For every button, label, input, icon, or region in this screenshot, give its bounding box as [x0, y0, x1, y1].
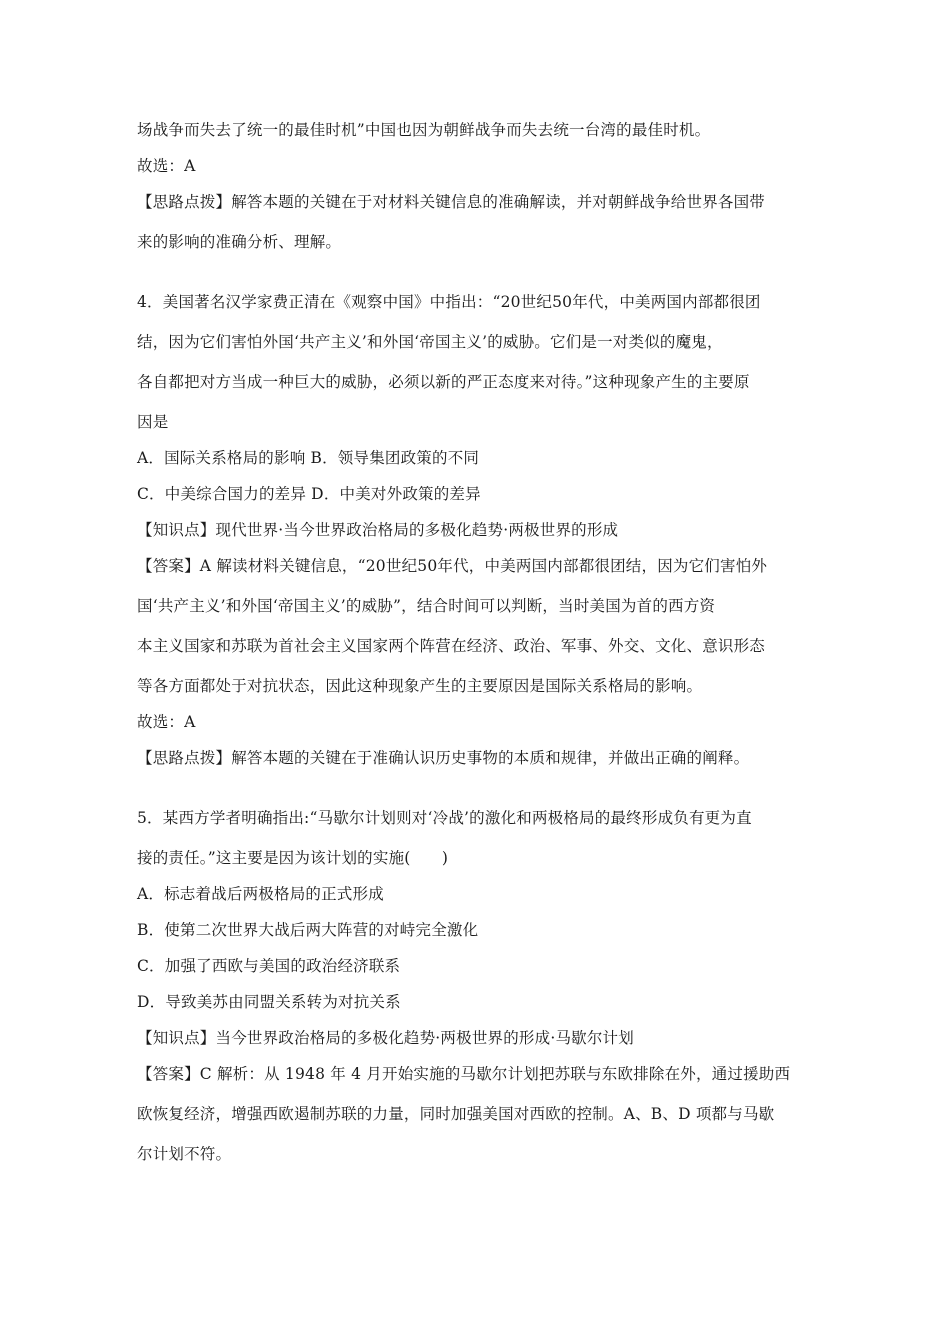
q4-stem-line: 各自都把对方当成一种巨大的威胁，必须以新的严正态度来对待。”这种现象产生的主要原 — [137, 373, 750, 391]
q4-stem-line: 因是 — [137, 413, 169, 431]
q4-answer-line: 本主义国家和苏联为首社会主义国家两个阵营在经济、政治、军事、外交、文化、意识形态 — [137, 637, 766, 655]
document-page — [137, 118, 817, 1166]
q3-tip-line: 来的影响的准确分析、理解。 — [137, 233, 342, 251]
q5-answer-line: 【答案】C 解析：从 1948 年 4 月开始实施的马歇尔计划把苏联与东欧排除在外，通过援助西 — [137, 1065, 791, 1083]
q5-option-c: C．加强了西欧与美国的政治经济联系 — [137, 957, 401, 975]
q5-option-a: A．标志着战后两极格局的正式形成 — [137, 885, 384, 903]
q5-answer-line: 欧恢复经济，增强西欧遏制苏联的力量，同时加强美国对西欧的控制。A、B、D 项都与马歇 — [137, 1105, 775, 1123]
q5-answer-line: 尔计划不符。 — [137, 1145, 232, 1163]
q4-stem-line: 4．美国著名汉学家费正清在《观察中国》中指出：“20世纪50年代，中美两国内部都很团 — [137, 293, 761, 311]
q4-options-ab: A．国际关系格局的影响 B．领导集团政策的不同 — [137, 449, 480, 467]
q4-answer-line: 等各方面都处于对抗状态，因此这种现象产生的主要原因是国际关系格局的影响。 — [137, 677, 703, 695]
q5-stem-line: 接的责任。”这主要是因为该计划的实施( ) — [137, 849, 449, 867]
q4-stem-line: 结，因为它们害怕外国‘共产主义’和外国‘帝国主义’的威胁。它们是一对类似的魔鬼， — [137, 333, 723, 351]
q5-option-b: B．使第二次世界大战后两大阵营的对峙完全激化 — [137, 921, 479, 939]
q4-answer-line: 【答案】A 解读材料关键信息，“20世纪50年代，中美两国内部都很团结，因为它们害怕外 — [137, 557, 768, 575]
q4-choice: 故选：A — [137, 713, 196, 731]
q3-text-line: 场战争而失去了统一的最佳时机”中国也因为朝鲜战争而失去统一台湾的最佳时机。 — [137, 121, 711, 139]
q3-tip-line: 【思路点拨】解答本题的关键在于对材料关键信息的准确解读，并对朝鲜战争给世界各国带 — [137, 193, 766, 211]
q3-choice: 故选：A — [137, 157, 196, 175]
q4-answer-line: 国‘共产主义’和外国‘帝国主义’的威胁”，结合时间可以判断，当时美国为首的西方资 — [137, 597, 716, 615]
q4-tip: 【思路点拨】解答本题的关键在于准确认识历史事物的本质和规律，并做出正确的阐释。 — [137, 749, 750, 767]
q4-knowledge: 【知识点】现代世界·当今世界政治格局的多极化趋势·两极世界的形成 — [137, 521, 619, 539]
q5-knowledge: 【知识点】当今世界政治格局的多极化趋势·两极世界的形成·马歇尔计划 — [137, 1029, 634, 1047]
q5-stem-line: 5．某西方学者明确指出:“马歇尔计划则对‘冷战’的激化和两极格局的最终形成负有更为直 — [137, 809, 752, 827]
q4-options-cd: C．中美综合国力的差异 D．中美对外政策的差异 — [137, 485, 481, 503]
q5-option-d: D．导致美苏由同盟关系转为对抗关系 — [137, 993, 401, 1011]
